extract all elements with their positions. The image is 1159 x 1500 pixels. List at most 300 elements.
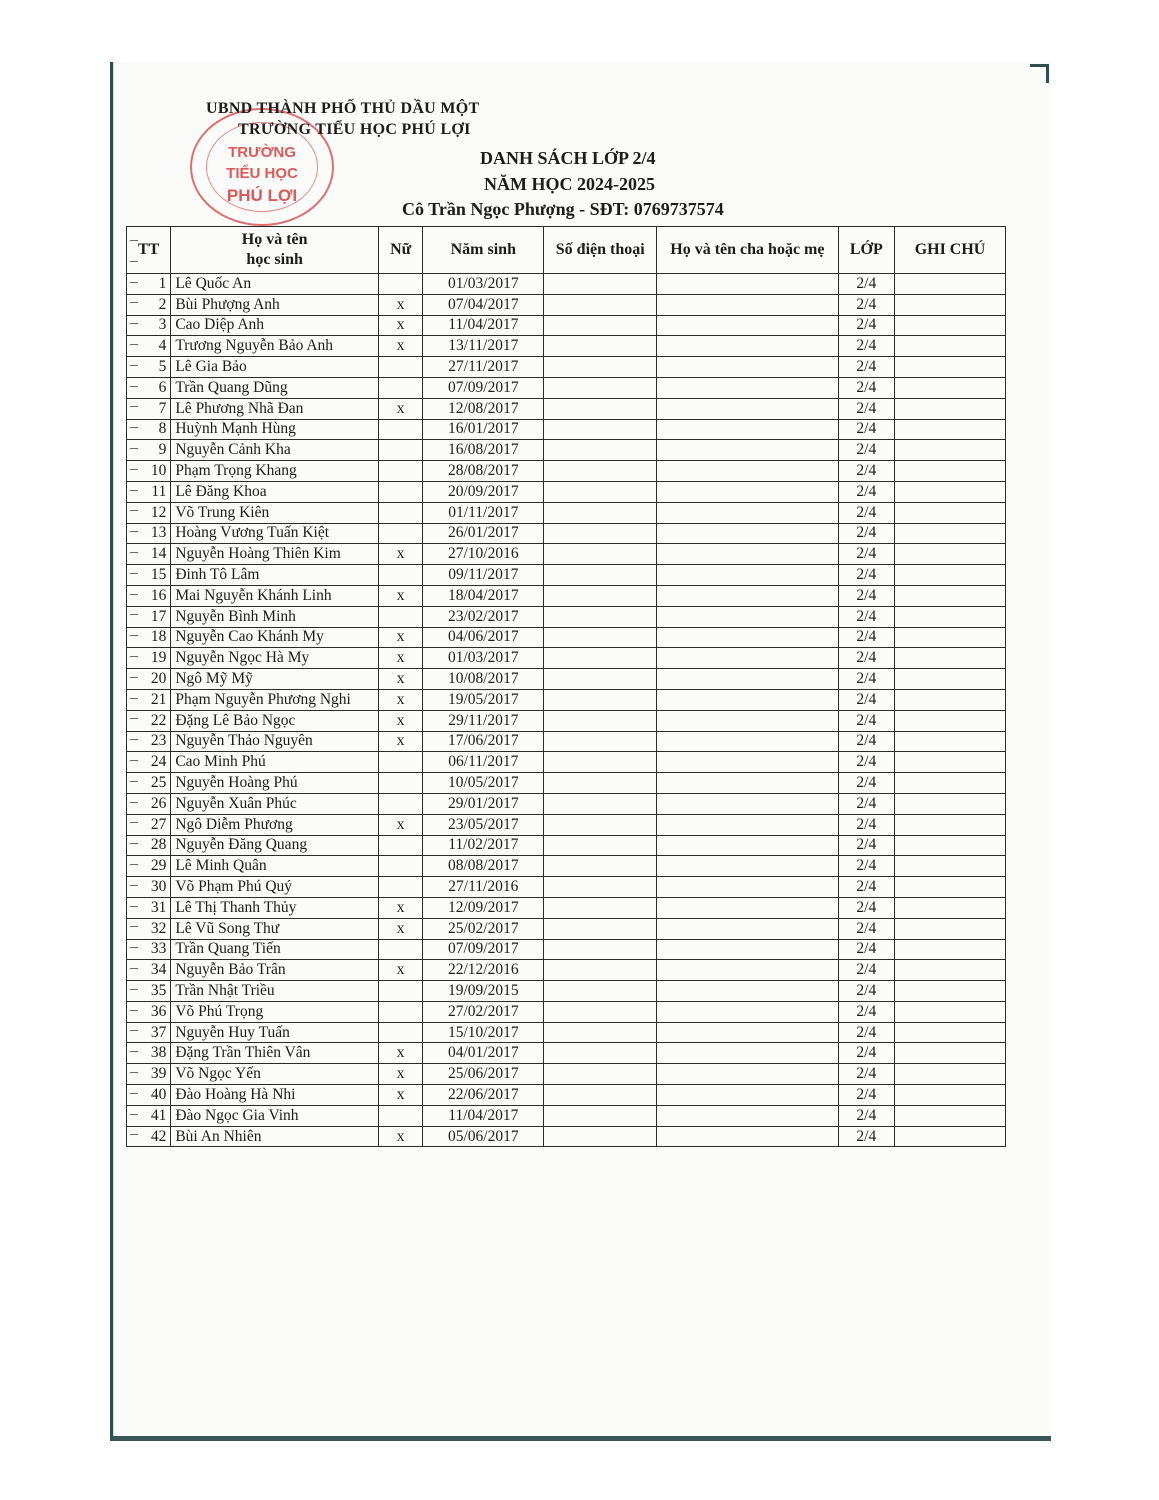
cell-female	[378, 939, 422, 960]
cell-dob: 29/01/2017	[423, 793, 544, 814]
cell-female	[378, 793, 422, 814]
cell-name: Lê Minh Quân	[171, 856, 379, 877]
cell-female	[378, 1105, 422, 1126]
margin-tick	[130, 1010, 138, 1011]
margin-tick	[130, 510, 138, 511]
cell-dob: 23/02/2017	[423, 606, 544, 627]
margin-tick	[130, 469, 138, 470]
cell-class: 2/4	[838, 315, 894, 336]
cell-name: Ngô Diễm Phương	[171, 814, 379, 835]
cell-note	[895, 565, 1006, 586]
cell-phone	[544, 814, 657, 835]
cell-class: 2/4	[838, 877, 894, 898]
margin-tick	[130, 1051, 138, 1052]
cell-class: 2/4	[838, 1022, 894, 1043]
cell-parent	[657, 461, 838, 482]
header-lop: LỚP	[838, 227, 894, 274]
table-row	[127, 627, 1006, 648]
table-row	[127, 814, 1006, 835]
margin-tick	[130, 323, 138, 324]
margin-tick	[130, 448, 138, 449]
cell-parent	[657, 773, 838, 794]
margin-tick	[130, 282, 138, 283]
cell-dob: 22/12/2016	[423, 960, 544, 981]
cell-note	[895, 398, 1006, 419]
table-row	[127, 960, 1006, 981]
cell-parent	[657, 606, 838, 627]
corner-crop-mark	[1030, 64, 1049, 83]
cell-dob: 06/11/2017	[423, 752, 544, 773]
cell-tt: 20	[127, 669, 171, 690]
cell-note	[895, 793, 1006, 814]
cell-note	[895, 981, 1006, 1002]
cell-note	[895, 1126, 1006, 1147]
cell-phone	[544, 793, 657, 814]
cell-name: Võ Phạm Phú Quý	[171, 877, 379, 898]
cell-note	[895, 877, 1006, 898]
cell-parent	[657, 544, 838, 565]
cell-parent	[657, 336, 838, 357]
cell-phone	[544, 294, 657, 315]
cell-tt: 36	[127, 1001, 171, 1022]
cell-class: 2/4	[838, 274, 894, 295]
margin-tick	[130, 490, 138, 491]
cell-dob: 08/08/2017	[423, 856, 544, 877]
table-row	[127, 544, 1006, 565]
cell-dob: 25/02/2017	[423, 918, 544, 939]
margin-tick	[130, 926, 138, 927]
cell-tt: 1	[127, 274, 171, 295]
cell-note	[895, 1105, 1006, 1126]
cell-class: 2/4	[838, 752, 894, 773]
seal-line-1: TRƯỜNG	[228, 144, 296, 161]
cell-name: Hoàng Vương Tuấn Kiệt	[171, 523, 379, 544]
cell-parent	[657, 897, 838, 918]
cell-class: 2/4	[838, 398, 894, 419]
cell-phone	[544, 398, 657, 419]
cell-name: Lê Vũ Song Thư	[171, 918, 379, 939]
cell-dob: 07/09/2017	[423, 939, 544, 960]
cell-dob: 20/09/2017	[423, 481, 544, 502]
cell-tt: 33	[127, 939, 171, 960]
cell-dob: 01/03/2017	[423, 648, 544, 669]
table-row	[127, 336, 1006, 357]
cell-note	[895, 689, 1006, 710]
cell-name: Mai Nguyễn Khánh Linh	[171, 585, 379, 606]
cell-phone	[544, 585, 657, 606]
table-row	[127, 523, 1006, 544]
cell-phone	[544, 1064, 657, 1085]
cell-note	[895, 419, 1006, 440]
cell-note	[895, 606, 1006, 627]
cell-female	[378, 274, 422, 295]
document-title: DANH SÁCH LỚP 2/4	[480, 148, 656, 168]
header-nu: Nữ	[378, 227, 422, 274]
table-row	[127, 710, 1006, 731]
cell-name: Bùi Phượng Anh	[171, 294, 379, 315]
cell-class: 2/4	[838, 918, 894, 939]
cell-class: 2/4	[838, 461, 894, 482]
cell-class: 2/4	[838, 648, 894, 669]
cell-name: Đinh Tô Lâm	[171, 565, 379, 586]
cell-female	[378, 835, 422, 856]
header-note: GHI CHÚ	[895, 227, 1006, 274]
cell-female	[378, 481, 422, 502]
cell-parent	[657, 274, 838, 295]
cell-dob: 01/11/2017	[423, 502, 544, 523]
cell-class: 2/4	[838, 377, 894, 398]
cell-parent	[657, 1064, 838, 1085]
cell-parent	[657, 419, 838, 440]
margin-tick	[130, 1114, 138, 1115]
table-row	[127, 731, 1006, 752]
margin-tick	[130, 594, 138, 595]
cell-name: Võ Phú Trọng	[171, 1001, 379, 1022]
cell-tt: 34	[127, 960, 171, 981]
cell-parent	[657, 585, 838, 606]
cell-female: x	[378, 1126, 422, 1147]
cell-note	[895, 544, 1006, 565]
cell-parent	[657, 918, 838, 939]
header-phone: Số điện thoại	[544, 227, 657, 274]
cell-parent	[657, 752, 838, 773]
cell-class: 2/4	[838, 669, 894, 690]
cell-class: 2/4	[838, 565, 894, 586]
cell-note	[895, 1043, 1006, 1064]
cell-dob: 29/11/2017	[423, 710, 544, 731]
table-row	[127, 1085, 1006, 1106]
margin-tick	[130, 531, 138, 532]
cell-dob: 23/05/2017	[423, 814, 544, 835]
cell-phone	[544, 336, 657, 357]
cell-female	[378, 856, 422, 877]
cell-note	[895, 440, 1006, 461]
cell-tt: 31	[127, 897, 171, 918]
cell-dob: 16/08/2017	[423, 440, 544, 461]
cell-class: 2/4	[838, 960, 894, 981]
cell-tt: 37	[127, 1022, 171, 1043]
cell-parent	[657, 294, 838, 315]
cell-note	[895, 835, 1006, 856]
table-row	[127, 1022, 1006, 1043]
cell-tt: 25	[127, 773, 171, 794]
cell-phone	[544, 856, 657, 877]
cell-name: Trương Nguyễn Bảo Anh	[171, 336, 379, 357]
cell-note	[895, 336, 1006, 357]
cell-phone	[544, 315, 657, 336]
cell-parent	[657, 960, 838, 981]
cell-name: Lê Đăng Khoa	[171, 481, 379, 502]
cell-name: Nguyễn Hoàng Thiên Kim	[171, 544, 379, 565]
margin-tick	[130, 656, 138, 657]
cell-female	[378, 981, 422, 1002]
cell-note	[895, 523, 1006, 544]
cell-parent	[657, 1022, 838, 1043]
cell-parent	[657, 1001, 838, 1022]
margin-tick	[130, 406, 138, 407]
teacher-info: Cô Trần Ngọc Phượng - SĐT: 0769737574	[402, 199, 724, 219]
cell-tt: 2	[127, 294, 171, 315]
cell-class: 2/4	[838, 294, 894, 315]
cell-dob: 09/11/2017	[423, 565, 544, 586]
cell-class: 2/4	[838, 440, 894, 461]
cell-phone	[544, 357, 657, 378]
table-row	[127, 793, 1006, 814]
cell-name: Đào Hoàng Hà Nhi	[171, 1085, 379, 1106]
cell-phone	[544, 377, 657, 398]
margin-tick	[130, 739, 138, 740]
cell-female: x	[378, 710, 422, 731]
cell-dob: 05/06/2017	[423, 1126, 544, 1147]
cell-note	[895, 1022, 1006, 1043]
table-row	[127, 981, 1006, 1002]
cell-parent	[657, 877, 838, 898]
cell-name: Đào Ngọc Gia Vinh	[171, 1105, 379, 1126]
cell-female	[378, 752, 422, 773]
margin-tick	[130, 781, 138, 782]
cell-tt: 13	[127, 523, 171, 544]
cell-parent	[657, 710, 838, 731]
cell-tt: 5	[127, 357, 171, 378]
cell-phone	[544, 1085, 657, 1106]
cell-note	[895, 669, 1006, 690]
cell-dob: 01/03/2017	[423, 274, 544, 295]
table-row	[127, 773, 1006, 794]
cell-note	[895, 648, 1006, 669]
cell-dob: 17/06/2017	[423, 731, 544, 752]
cell-name: Nguyễn Bình Minh	[171, 606, 379, 627]
cell-tt: 21	[127, 689, 171, 710]
header-parent: Họ và tên cha hoặc mẹ	[657, 227, 838, 274]
cell-class: 2/4	[838, 814, 894, 835]
cell-dob: 12/09/2017	[423, 897, 544, 918]
cell-tt: 35	[127, 981, 171, 1002]
cell-dob: 27/11/2016	[423, 877, 544, 898]
cell-parent	[657, 1043, 838, 1064]
cell-phone	[544, 710, 657, 731]
cell-female	[378, 357, 422, 378]
cell-female: x	[378, 544, 422, 565]
cell-parent	[657, 315, 838, 336]
cell-parent	[657, 1085, 838, 1106]
cell-note	[895, 1064, 1006, 1085]
cell-class: 2/4	[838, 710, 894, 731]
table-row	[127, 398, 1006, 419]
cell-tt: 28	[127, 835, 171, 856]
cell-note	[895, 481, 1006, 502]
cell-phone	[544, 481, 657, 502]
cell-class: 2/4	[838, 336, 894, 357]
cell-tt: 30	[127, 877, 171, 898]
cell-female: x	[378, 897, 422, 918]
cell-tt: 16	[127, 585, 171, 606]
cell-class: 2/4	[838, 793, 894, 814]
cell-tt: 17	[127, 606, 171, 627]
cell-tt: 41	[127, 1105, 171, 1126]
cell-parent	[657, 1126, 838, 1147]
cell-name: Lê Thị Thanh Thủy	[171, 897, 379, 918]
cell-tt: 38	[127, 1043, 171, 1064]
cell-note	[895, 585, 1006, 606]
cell-female	[378, 877, 422, 898]
cell-phone	[544, 274, 657, 295]
table-row	[127, 419, 1006, 440]
cell-phone	[544, 669, 657, 690]
cell-name: Võ Ngọc Yến	[171, 1064, 379, 1085]
cell-name: Cao Diệp Anh	[171, 315, 379, 336]
cell-parent	[657, 565, 838, 586]
margin-tick	[130, 302, 138, 303]
cell-note	[895, 960, 1006, 981]
cell-dob: 22/06/2017	[423, 1085, 544, 1106]
cell-dob: 15/10/2017	[423, 1022, 544, 1043]
cell-female: x	[378, 294, 422, 315]
cell-tt: 29	[127, 856, 171, 877]
cell-female	[378, 440, 422, 461]
cell-phone	[544, 897, 657, 918]
cell-tt: 7	[127, 398, 171, 419]
margin-tick	[130, 261, 138, 262]
cell-name: Trần Nhật Triều	[171, 981, 379, 1002]
cell-tt: 39	[127, 1064, 171, 1085]
table-row	[127, 274, 1006, 295]
cell-parent	[657, 398, 838, 419]
cell-parent	[657, 835, 838, 856]
cell-phone	[544, 689, 657, 710]
cell-class: 2/4	[838, 835, 894, 856]
cell-parent	[657, 793, 838, 814]
cell-tt: 22	[127, 710, 171, 731]
table-row	[127, 1001, 1006, 1022]
cell-class: 2/4	[838, 585, 894, 606]
cell-phone	[544, 1105, 657, 1126]
cell-parent	[657, 981, 838, 1002]
cell-parent	[657, 377, 838, 398]
cell-name: Đặng Trần Thiên Vân	[171, 1043, 379, 1064]
margin-tick	[130, 989, 138, 990]
margin-tick	[130, 822, 138, 823]
table-row	[127, 669, 1006, 690]
school-year: NĂM HỌC 2024-2025	[484, 174, 655, 194]
margin-tick	[130, 240, 138, 241]
cell-name: Huỳnh Mạnh Hùng	[171, 419, 379, 440]
cell-note	[895, 856, 1006, 877]
margin-tick	[130, 573, 138, 574]
cell-female	[378, 1001, 422, 1022]
cell-phone	[544, 606, 657, 627]
table-row	[127, 752, 1006, 773]
margin-tick	[130, 802, 138, 803]
cell-parent	[657, 357, 838, 378]
cell-name: Nguyễn Đăng Quang	[171, 835, 379, 856]
cell-female	[378, 377, 422, 398]
cell-class: 2/4	[838, 502, 894, 523]
cell-tt: 19	[127, 648, 171, 669]
cell-phone	[544, 544, 657, 565]
margin-tick	[130, 1072, 138, 1073]
cell-female: x	[378, 648, 422, 669]
margin-tick	[130, 1030, 138, 1031]
table-row	[127, 461, 1006, 482]
cell-note	[895, 814, 1006, 835]
table-row	[127, 939, 1006, 960]
cell-parent	[657, 856, 838, 877]
cell-dob: 25/06/2017	[423, 1064, 544, 1085]
cell-name: Đặng Lê Bảo Ngọc	[171, 710, 379, 731]
cell-female: x	[378, 585, 422, 606]
cell-note	[895, 710, 1006, 731]
table-row	[127, 565, 1006, 586]
cell-class: 2/4	[838, 627, 894, 648]
cell-phone	[544, 648, 657, 669]
table-row	[127, 897, 1006, 918]
cell-tt: 9	[127, 440, 171, 461]
cell-female	[378, 523, 422, 544]
cell-dob: 28/08/2017	[423, 461, 544, 482]
margin-tick	[130, 344, 138, 345]
cell-dob: 13/11/2017	[423, 336, 544, 357]
cell-tt: 11	[127, 481, 171, 502]
cell-phone	[544, 1043, 657, 1064]
table-row	[127, 1064, 1006, 1085]
cell-name: Nguyễn Ngọc Hà My	[171, 648, 379, 669]
cell-class: 2/4	[838, 1126, 894, 1147]
cell-note	[895, 1085, 1006, 1106]
cell-class: 2/4	[838, 731, 894, 752]
cell-phone	[544, 752, 657, 773]
table-row	[127, 502, 1006, 523]
margin-tick	[130, 864, 138, 865]
cell-phone	[544, 523, 657, 544]
cell-class: 2/4	[838, 1085, 894, 1106]
cell-dob: 11/04/2017	[423, 315, 544, 336]
cell-female	[378, 502, 422, 523]
cell-tt: 27	[127, 814, 171, 835]
cell-tt: 6	[127, 377, 171, 398]
cell-tt: 14	[127, 544, 171, 565]
table-header-row	[127, 227, 1006, 274]
cell-female	[378, 606, 422, 627]
cell-note	[895, 731, 1006, 752]
cell-parent	[657, 440, 838, 461]
cell-class: 2/4	[838, 1043, 894, 1064]
margin-tick	[130, 906, 138, 907]
cell-name: Ngô Mỹ Mỹ	[171, 669, 379, 690]
table-row	[127, 294, 1006, 315]
cell-female: x	[378, 918, 422, 939]
margin-tick	[130, 677, 138, 678]
cell-tt: 8	[127, 419, 171, 440]
margin-tick	[130, 760, 138, 761]
cell-class: 2/4	[838, 773, 894, 794]
cell-tt: 26	[127, 793, 171, 814]
cell-dob: 04/06/2017	[423, 627, 544, 648]
cell-phone	[544, 1022, 657, 1043]
cell-phone	[544, 440, 657, 461]
cell-class: 2/4	[838, 1064, 894, 1085]
cell-name: Nguyễn Huy Tuấn	[171, 1022, 379, 1043]
cell-female: x	[378, 398, 422, 419]
table-row	[127, 1105, 1006, 1126]
cell-phone	[544, 502, 657, 523]
cell-tt: 42	[127, 1126, 171, 1147]
cell-class: 2/4	[838, 357, 894, 378]
cell-class: 2/4	[838, 981, 894, 1002]
cell-female: x	[378, 627, 422, 648]
table-row	[127, 585, 1006, 606]
school-name: TRƯỜNG TIỂU HỌC PHÚ LỢI	[238, 121, 471, 138]
cell-note	[895, 752, 1006, 773]
